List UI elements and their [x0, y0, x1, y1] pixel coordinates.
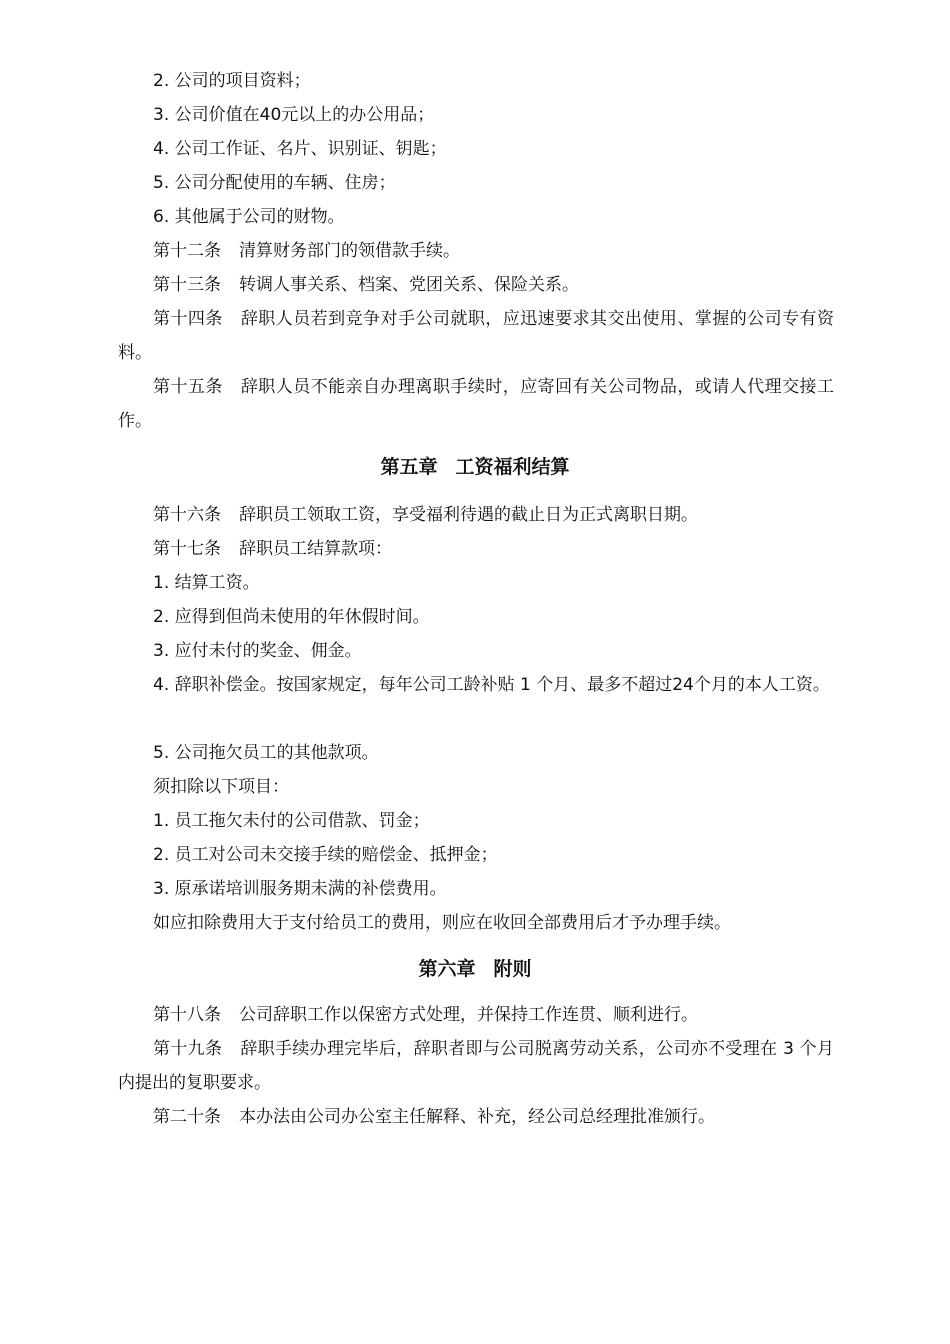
chapter-number: 第六章: [418, 958, 476, 980]
chapter-title: 附则: [493, 958, 532, 980]
chapter-heading: [0, 952, 950, 986]
article-text: 本办法由公司办公室主任解释、补充，经公司总经理批准颁行。: [239, 1107, 715, 1127]
chapter-title: 工资福利结算: [455, 456, 570, 478]
list-item: 1. 结算工资。: [153, 573, 260, 593]
list-item: 2. 员工对公司未交接手续的赔偿金、抵押金；: [153, 845, 498, 865]
article-16: [153, 498, 834, 532]
article-text: 公司辞职工作以保密方式处理，并保持工作连贯、顺利进行。: [239, 1005, 698, 1025]
article-14: [118, 302, 834, 370]
deduct-intro: 须扣除以下项目：: [153, 777, 289, 797]
list-item: 1. 员工拖欠未付的公司借款、罚金；: [153, 811, 430, 831]
article-label: 第十八条: [153, 1005, 221, 1025]
article-label: 第十三条: [153, 275, 221, 295]
article-20: [153, 1100, 834, 1134]
article-text: 辞职员工结算款项：: [239, 539, 392, 559]
list-item: 4. 公司工作证、名片、识别证、钥匙；: [153, 139, 447, 159]
article-17: [153, 532, 834, 566]
article-label: 第十二条: [153, 241, 221, 261]
list-item: 5. 公司分配使用的车辆、住房；: [153, 173, 396, 193]
article-text: 转调人事关系、档案、党团关系、保险关系。: [239, 275, 579, 295]
article-text: 清算财务部门的领借款手续。: [239, 241, 460, 261]
deduct-note: 如应扣除费用大于支付给员工的费用，则应在收回全部费用后才予办理手续。: [153, 913, 731, 933]
article-label: 第十五条: [153, 377, 223, 397]
chapter-number: 第五章: [380, 456, 438, 478]
article-19: [118, 1032, 834, 1100]
article-text: 辞职员工领取工资，享受福利待遇的截止日为正式离职日期。: [239, 505, 698, 525]
list-item: 6. 其他属于公司的财物。: [153, 207, 345, 227]
article-label: 第十六条: [153, 505, 221, 525]
article-text: 辞职人员不能亲自办理离职手续时，应寄回有关公司物品，或请人代理交接工作。: [118, 377, 835, 431]
article-12: [153, 234, 834, 268]
article-label: 第二十条: [153, 1107, 221, 1127]
list-item: 3. 公司价值在40元以上的办公用品；: [153, 105, 435, 125]
list-item: 2. 应得到但尚未使用的年休假时间。: [153, 607, 430, 627]
list-item: 4. 辞职补偿金。按国家规定，每年公司工龄补贴 1 个月、最多不超过24个月的本人工资。: [153, 675, 830, 695]
article-label: 第十四条: [153, 309, 223, 329]
article-label: 第十七条: [153, 539, 221, 559]
article-18: [153, 998, 834, 1032]
article-13: [153, 268, 834, 302]
article-text: 辞职人员若到竞争对手公司就职，应迅速要求其交出使用、掌握的公司专有资料。: [118, 309, 835, 363]
list-item: 5. 公司拖欠员工的其他款项。: [153, 743, 379, 763]
article-15: [118, 370, 834, 438]
article-text: 辞职手续办理完毕后，辞职者即与公司脱离劳动关系，公司亦不受理在 3 个月内提出的复职要求。: [118, 1039, 835, 1093]
list-item: 2. 公司的项目资料；: [153, 71, 311, 91]
list-item: 3. 应付未付的奖金、佣金。: [153, 641, 362, 661]
chapter-heading: [0, 450, 950, 484]
list-item: 3. 原承诺培训服务期未满的补偿费用。: [153, 879, 447, 899]
article-label: 第十九条: [153, 1039, 223, 1059]
